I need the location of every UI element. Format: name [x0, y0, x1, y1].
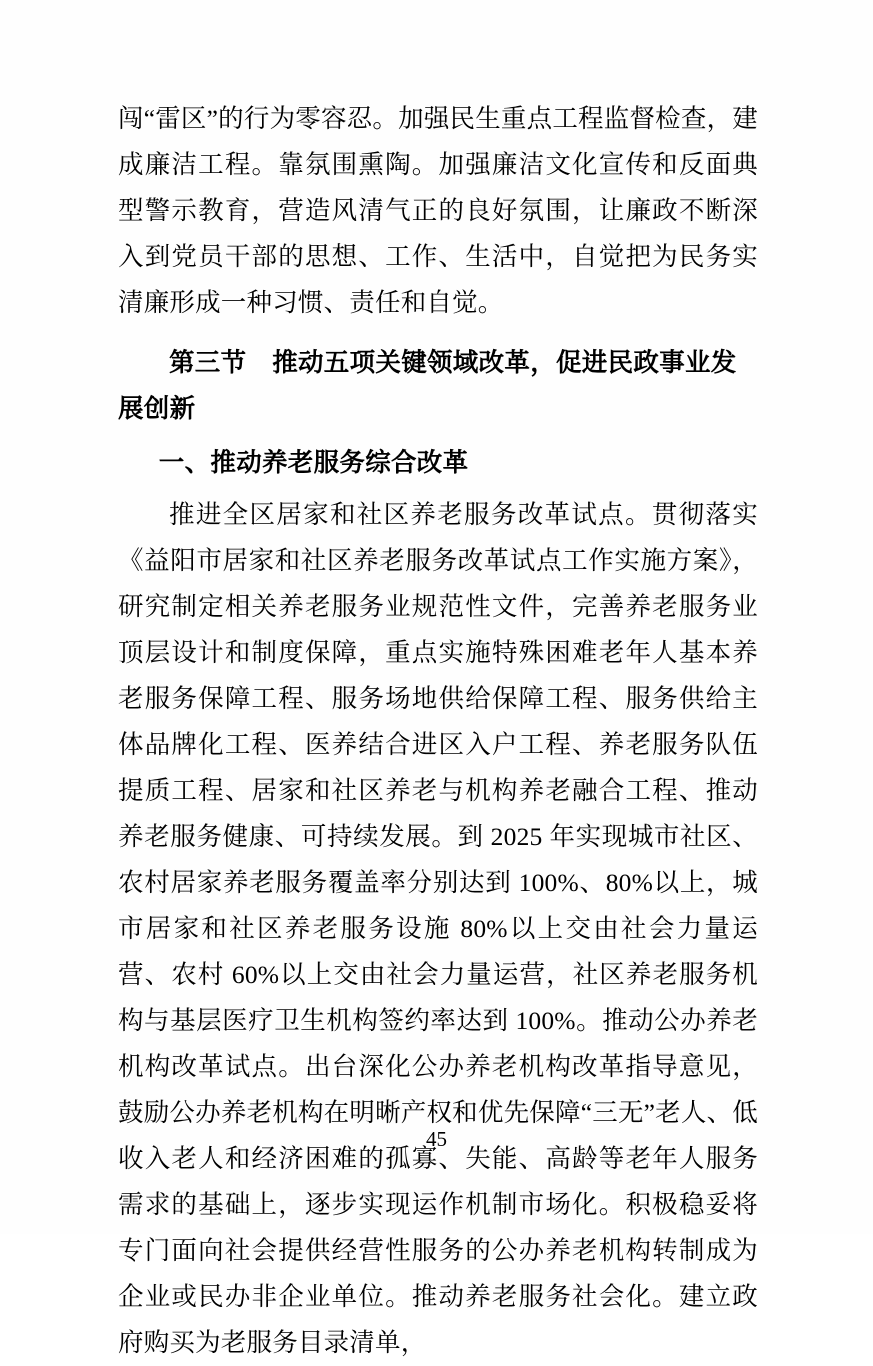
- page-number: 45: [426, 1127, 447, 1151]
- page-content: [118, 96, 758, 1366]
- subsection-heading: 一、推动养老服务综合改革: [158, 449, 469, 477]
- paragraph-body: 推进全区居家和社区养老服务改革试点。贯彻落实《益阳市居家和社区养老服务改革试点工作实施方案》，研究制定相关养老服务业规范性文件，完善养老服务业顶层设计和制度保障，重点实施特殊困难老年人基本养老服务保障工程、服务场地供给保障工程、服务供给主体品牌化工程、医养结合进区入户工程、养老服务队伍提质工程、居家和社区养老与机构养老融合工程、推动养老服务健康、可持续发展。到 2025 年实现城市社区、农村居家养老服务覆盖率分别达到 100%、80%以上，城市居家和社区养老服务设施 80%以上交由社会力量运营、农村 60%以上交由社会力量运营，社区养老服务机构与基层医疗卫生机构签约率达到 100%。推动公办养老机构改革试点。出台深化公办养老机构改革指导意见，鼓励公办养老机构在明晰产权和优先保障“三无”老人、低收入老人和经济困难的孤寡、失能、高龄等老年人服务需求的基础上，逐步实现运作机制市场化。积极稳妥将专门面向社会提供经营性服务的公办养老机构转制成为企业或民办非企业单位。推动养老服务社会化。建立政府购买为老服务目录清单，: [118, 500, 758, 1357]
- section-heading: 第三节 推动五项关键领域改革，促进民政事业发展创新: [118, 349, 737, 423]
- paragraph-continued: 闯“雷区”的行为零容忍。加强民生重点工程监督检查，建成廉洁工程。靠氛围熏陶。加强廉洁文化宣传和反面典型警示教育，营造风清气正的良好氛围，让廉政不断深入到党员干部的思想、工作、生活中，自觉把为民务实清廉形成一种习惯、责任和自觉。: [118, 104, 758, 317]
